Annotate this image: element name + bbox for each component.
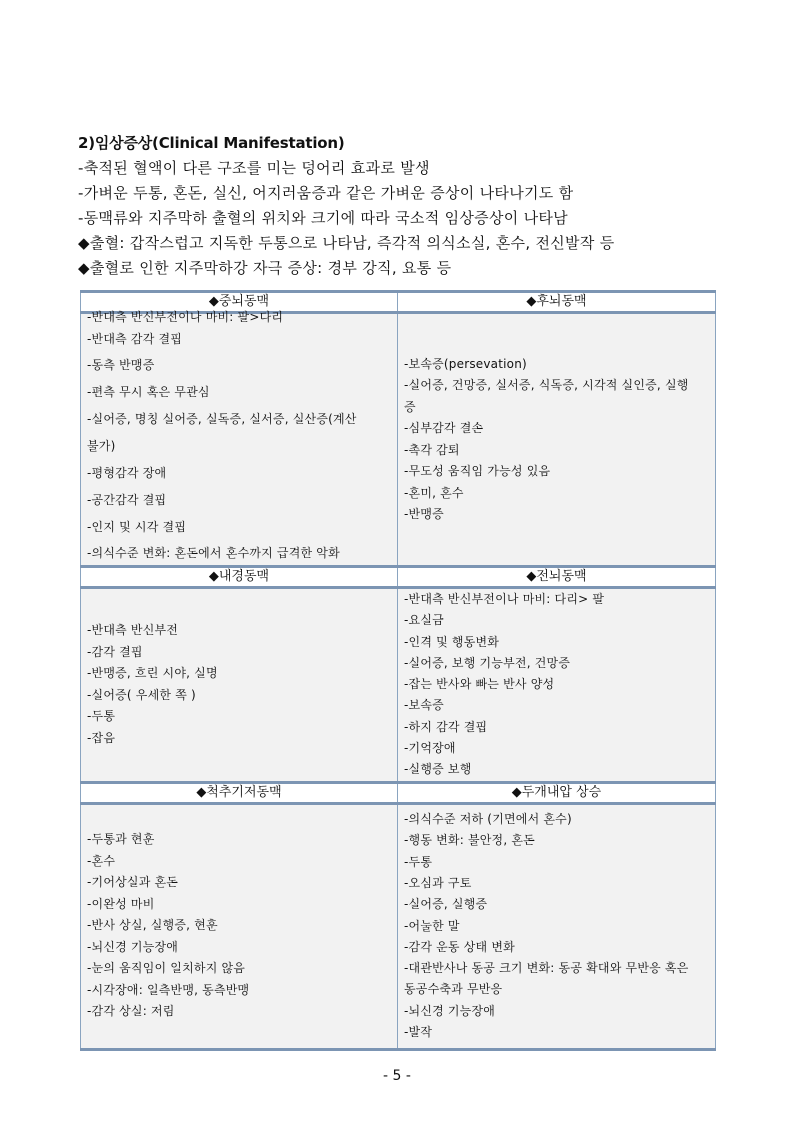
table-header-cell: ◆중뇌동맥 (81, 292, 398, 313)
table-cell (398, 588, 716, 783)
list-item: -뇌신경 기능장애 (87, 939, 179, 954)
list-item: -감각 운동 상태 변화 (404, 939, 515, 954)
table-header-cell: ◆전뇌동맥 (398, 567, 716, 588)
list-item: -뇌신경 기능장애 (404, 1003, 496, 1018)
list-item: -인지 및 시각 결핍 (87, 519, 187, 534)
section-heading: 2)임상증상(Clinical Manifestation) (78, 134, 345, 152)
intro-line: -축적된 혈액이 다른 구조를 미는 덩어리 효과로 발생 (78, 159, 430, 177)
list-item: -두통 (404, 854, 433, 869)
list-item: 동공수축과 무반응 (404, 982, 503, 997)
list-item: 증 (404, 399, 416, 414)
list-item: -어눌한 말 (404, 918, 460, 933)
list-item: -반맹증 (404, 507, 444, 521)
list-item: -두통 (87, 709, 116, 724)
list-item: -의식수준 저하 (기면에서 혼수) (404, 812, 572, 827)
list-item: -반맹증, 흐린 시야, 실명 (87, 666, 218, 681)
intro-line: -가벼운 두통, 혼돈, 실신, 어지러움증과 같은 가벼운 증상이 나타나기도 함 (78, 184, 574, 202)
table-header-cell: ◆두개내압 상승 (398, 782, 716, 803)
list-item: -동측 반맹증 (87, 357, 155, 372)
list-item: -기어상실과 혼돈 (87, 875, 179, 890)
list-item: -잡음 (87, 730, 116, 745)
list-item: -반대측 반신부전이나 마비: 팔>다리 (87, 309, 284, 324)
list-item: -의식수준 변화: 혼돈에서 혼수까지 급격한 악화 (87, 545, 340, 560)
list-item: -인격 및 행동변화 (404, 634, 500, 649)
table-cell (398, 313, 716, 567)
list-item: -실어증( 우세한 쪽 ) (87, 687, 196, 702)
clinical-manifestation-section (78, 130, 728, 281)
list-item: -혼수 (87, 853, 116, 868)
list-item: -보속증(persevation) (404, 356, 527, 371)
list-item: -혼미, 혼수 (404, 485, 464, 500)
list-item: -감각 상실: 저림 (87, 1004, 175, 1019)
table-header-cell: ◆척추기저동맥 (81, 782, 398, 803)
table-cell (398, 803, 716, 1049)
list-item: -발작 (404, 1025, 433, 1039)
list-item: -기억장애 (404, 741, 456, 756)
table-cell (81, 588, 398, 783)
list-item: -실어증, 보행 기능부전, 건망증 (404, 655, 571, 670)
intro-line: -동맥류와 지주막하 출혈의 위치와 크기에 따라 국소적 임상증상이 나타남 (78, 209, 568, 227)
list-item: -반대측 감각 결핍 (87, 331, 183, 346)
list-item: -평형감각 장애 (87, 465, 167, 480)
list-item: -반대측 반신부전 (87, 623, 179, 638)
list-item: -감각 결핍 (87, 644, 143, 659)
table-cell (81, 309, 398, 567)
list-item: -두통과 현훈 (87, 832, 155, 847)
table-cell (81, 803, 398, 1049)
list-item: -실어증, 실행증 (404, 897, 488, 912)
list-item: -시각장애: 일측반맹, 동측반맹 (87, 982, 250, 997)
list-item: -잡는 반사와 빠는 반사 양성 (404, 677, 555, 692)
list-item: 불가) (87, 438, 116, 453)
list-item: -하지 감각 결핍 (404, 719, 488, 734)
list-item: -촉각 감퇴 (404, 442, 460, 457)
list-item: -오심과 구토 (404, 875, 472, 890)
intro-line: ◆출혈로 인한 지주막하강 자극 증상: 경부 강직, 요통 등 (78, 259, 452, 277)
table-header-cell: ◆내경동맥 (81, 567, 398, 588)
list-item: -편측 무시 혹은 무관심 (87, 384, 210, 399)
artery-symptom-table (80, 290, 716, 1051)
list-item: -보속증 (404, 698, 444, 713)
list-item: -눈의 움직임이 일치하지 않음 (87, 961, 246, 976)
list-item: -반사 상실, 실행증, 현훈 (87, 918, 218, 933)
list-item: -공간감각 결핍 (87, 492, 167, 507)
list-item: -대관반사나 동공 크기 변화: 동공 확대와 무반응 혹은 (404, 961, 689, 976)
list-item: -심부감각 결손 (404, 421, 484, 435)
intro-line: ◆출혈: 갑작스럽고 지독한 두통으로 나타남, 즉각적 의식소실, 혼수, 전신발작 등 (78, 234, 615, 252)
table-header-cell: ◆후뇌동맥 (398, 292, 716, 313)
page-number: - 5 - (383, 1068, 411, 1084)
list-item: -실어증, 명칭 실어증, 실독증, 실서증, 실산증(계산 (87, 411, 357, 426)
list-item: -실행증 보행 (404, 762, 472, 777)
list-item: -이완성 마비 (87, 896, 155, 911)
list-item: -반대측 반신부전이나 마비: 다리> 팔 (404, 592, 605, 606)
list-item: -무도성 움직임 가능성 있음 (404, 464, 551, 478)
list-item: -실어증, 건망증, 실서증, 식독증, 시각적 실인증, 실행 (404, 378, 689, 392)
list-item: -요실금 (404, 613, 444, 628)
list-item: -행동 변화: 불안정, 혼돈 (404, 833, 535, 848)
